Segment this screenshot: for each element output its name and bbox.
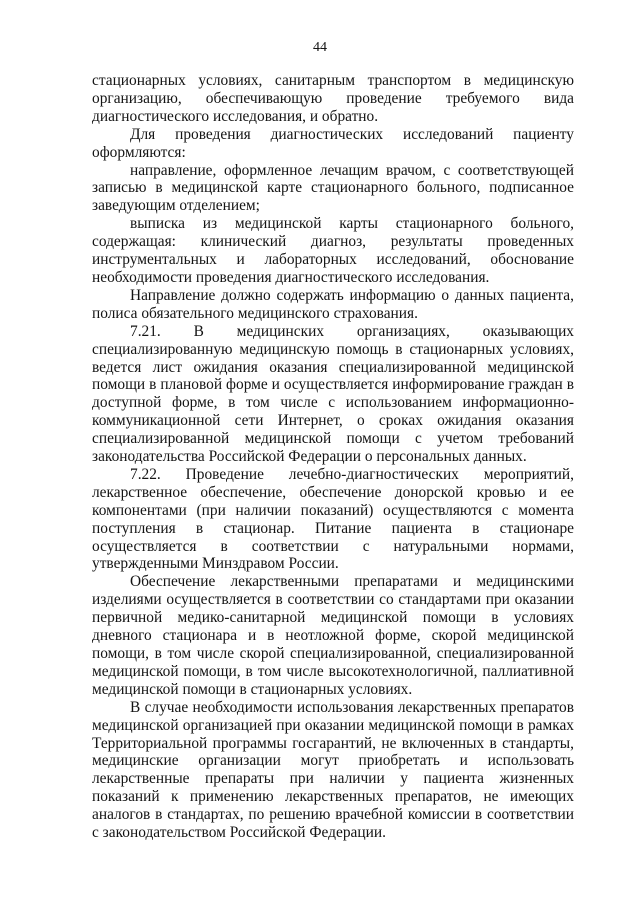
paragraph-diagnostic-intro: Для проведения диагностических исследований пациенту оформляются:: [92, 125, 574, 161]
paragraph-7-22: 7.22. Проведение лечебно-диагностических мероприятий, лекарственное обеспечение, обеспечение донорской кровью и ее компонентами (при наличии показаний) осуществляются с момента поступления в стационар. Питание пациента в стационаре осуществляется в соответствии с натуральными нормами, утвержденными Минздравом России.: [92, 465, 574, 573]
paragraph-continuation: стационарных условиях, санитарным транспортом в медицинскую организацию, обеспечивающую проведение требуемого вида диагностического исследования, и обратно.: [92, 72, 574, 125]
paragraph-referral: направление, оформленное лечащим врачом, с соответствующей записью в медицинской карте стационарного больного, подписанное заведующим отделением;: [92, 161, 574, 215]
paragraph-extract: выписка из медицинской карты стационарного больного, содержащая: клинический диагноз, результаты проведенных инструментальных и лабораторных исследований, обоснование необходимости проведения диагностического исследования.: [92, 215, 574, 286]
paragraph-non-standard-medicine: В случае необходимости использования лекарственных препаратов медицинской организацией при оказании медицинской помощи в рамках Территориальной программы госгарантий, не включенных в стандарты, медицинские организации могут приобретать и использовать лекарственные препараты при наличии у пациента жизненных показаний к применению лекарственных препаратов, не имеющих аналогов в стандартах, по решению врачебной комиссии в соответствии с законодательством Российской Федерации.: [92, 698, 574, 842]
paragraph-medicine-supply: Обеспечение лекарственными препаратами и медицинскими изделиями осуществляется в соответствии со стандартами при оказании первичной медико-санитарной медицинской помощи в условиях дневного стационара и в неотложной форме, скорой медицинской помощи, в том числе скорой специализированной, специализированной медицинской помощи, в том числе высокотехнологичной, паллиативной медицинской помощи в стационарных условиях.: [92, 573, 574, 698]
page-number: 44: [313, 40, 327, 55]
paragraph-referral-content: Направление должно содержать информацию о данных пациента, полиса обязательного медицинского страхования.: [92, 286, 574, 322]
document-body: [92, 72, 574, 842]
paragraph-7-21: 7.21. В медицинских организациях, оказывающих специализированную медицинскую помощь в стационарных условиях, ведется лист ожидания оказания специализированной медицинской помощи в плановой форме и осуществляется информирование граждан в доступной форме, в том числе с использованием информационно-коммуникационной сети Интернет, о сроках ожидания оказания специализированной медицинской помощи с учетом требований законодательства Российской Федерации о персональных данных.: [92, 322, 574, 466]
